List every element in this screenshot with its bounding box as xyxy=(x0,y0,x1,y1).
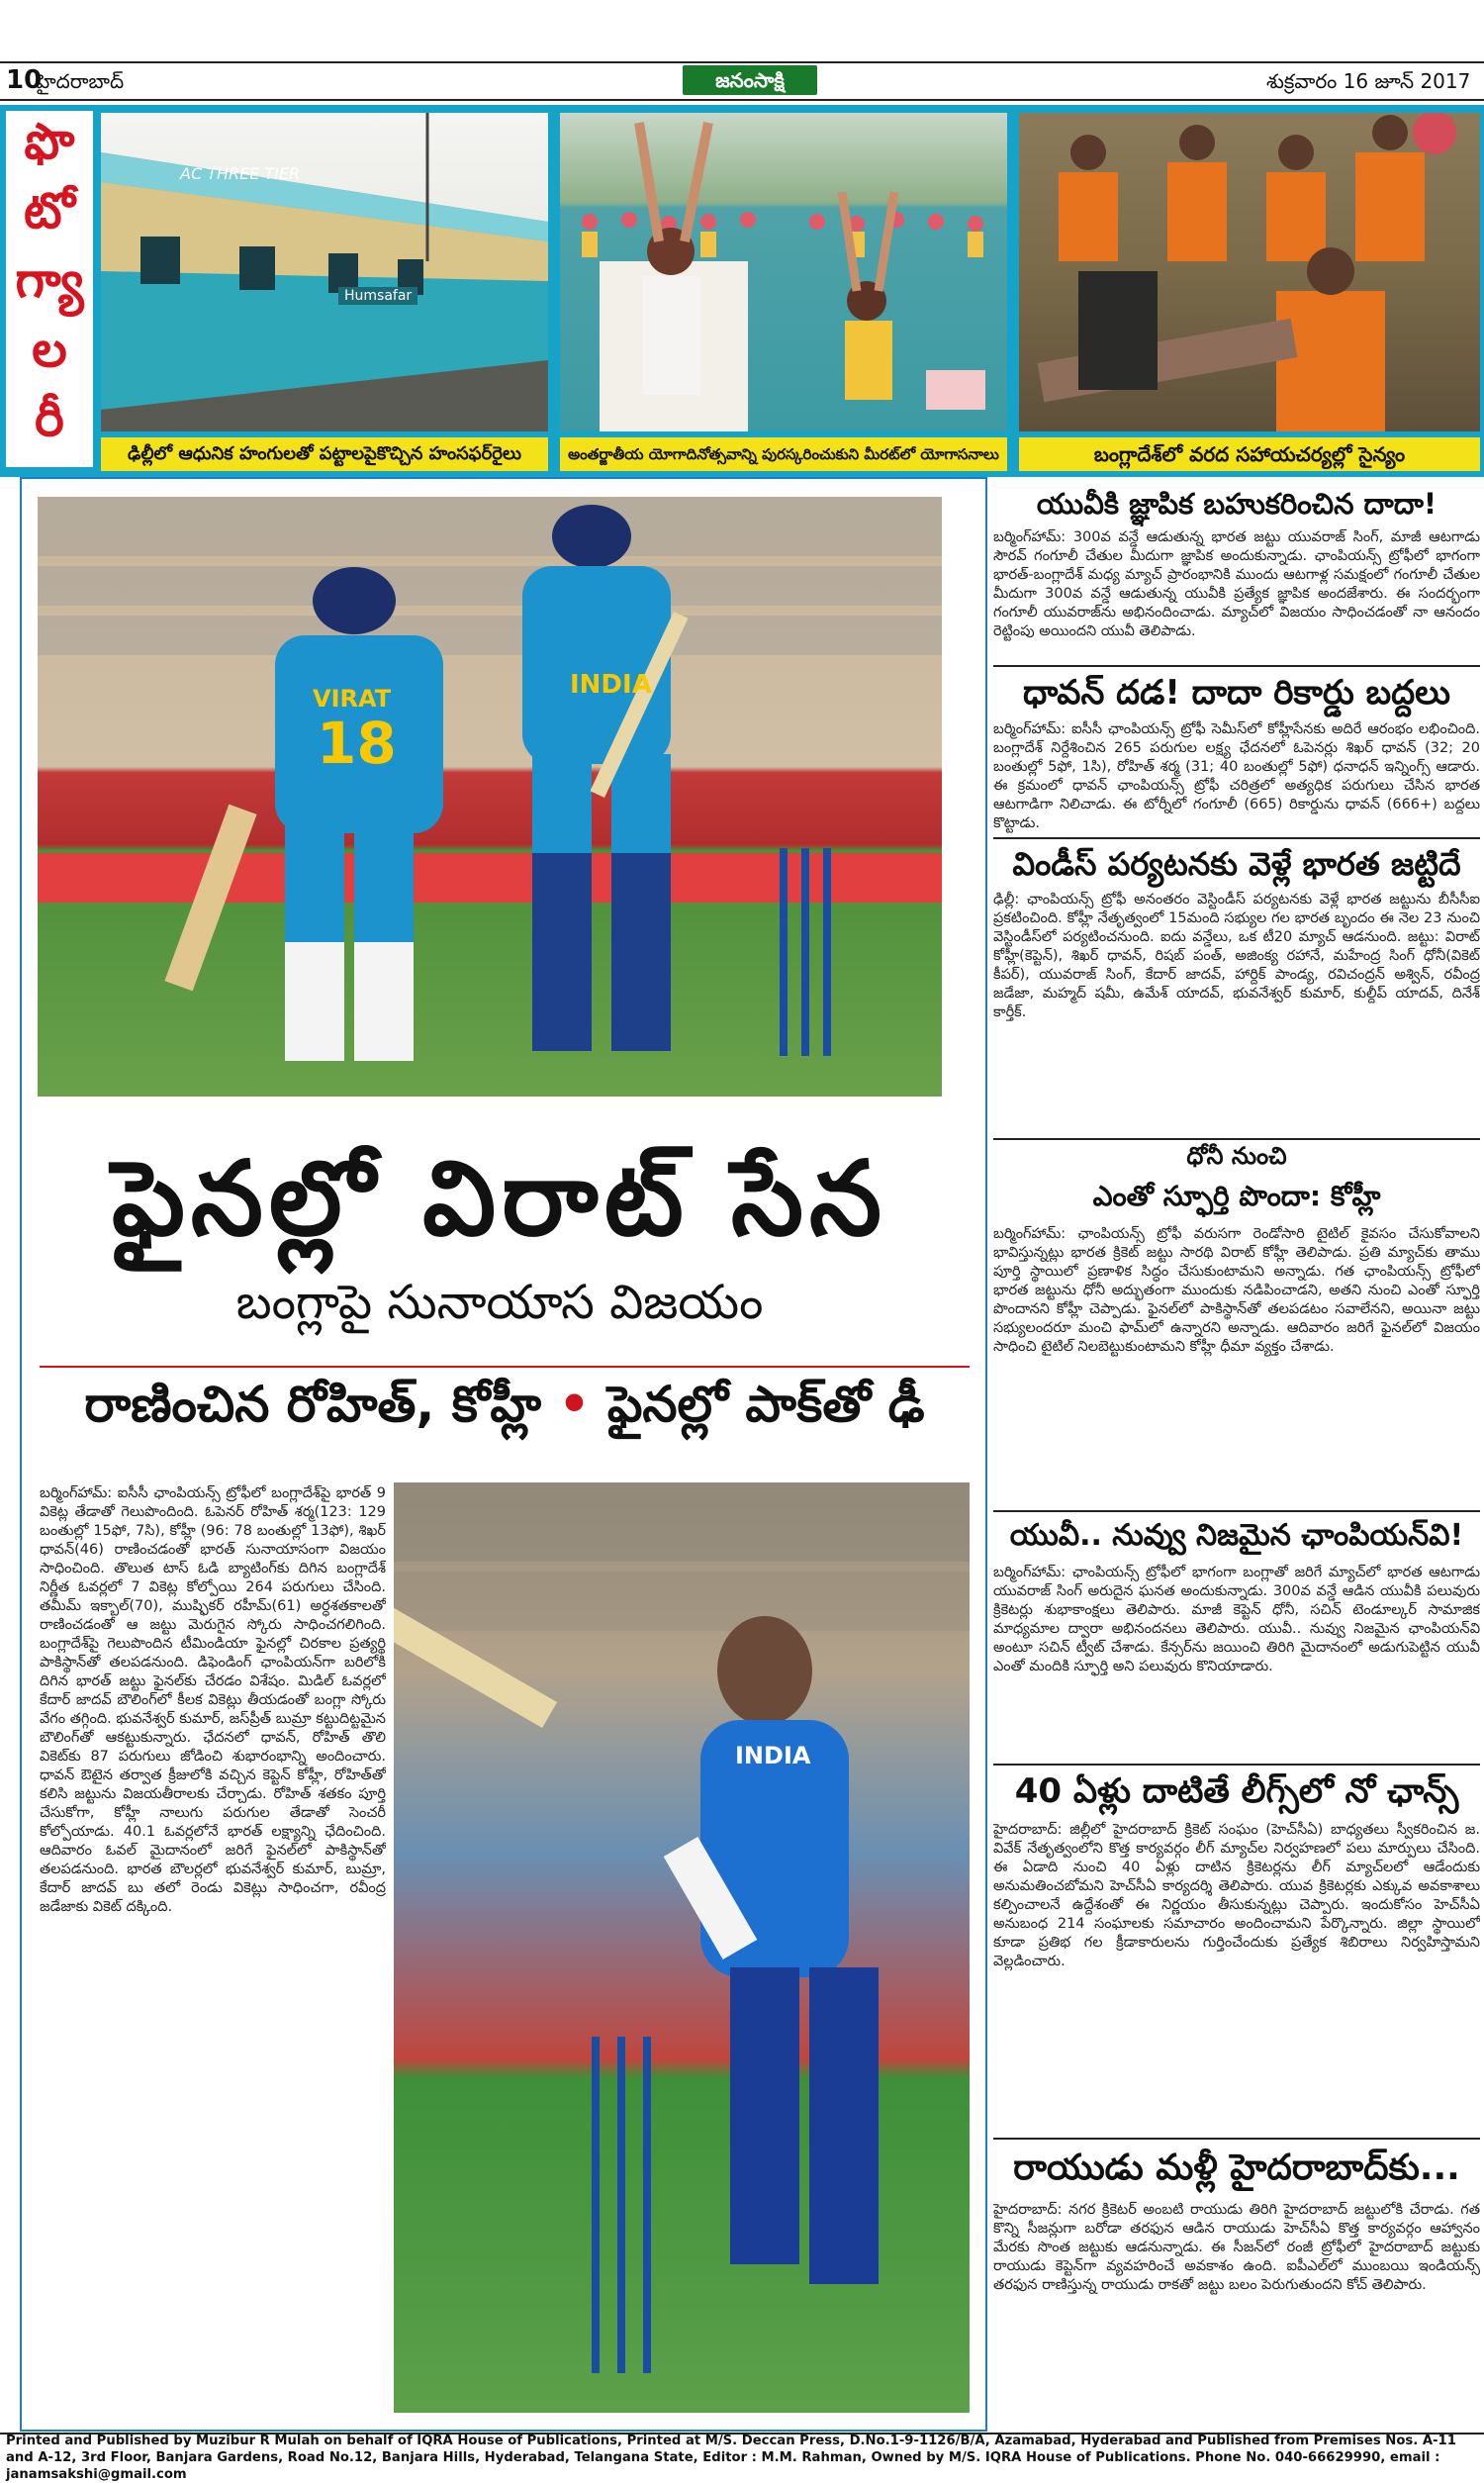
deck-right: ఫైనల్లో పాక్‌తో ఢీ xyxy=(606,1376,925,1433)
right-body-1: బర్మింగ్‌హామ్: 300వ వన్డే ఆడుతున్న భారత జట్టు యువరాజ్ సింగ్, మాజీ ఆటగాడు సౌరవ్ గంగూలీ చేతుల మీదుగా జ్ఞాపిక అందుకున్నాడు. ఛాంపియన్స్ ట్రోఫీలో భాగంగా భారత్-బంగ్లాదేశ్ మధ్య మ్యాచ్ ప్రారంభానికి ముందు ఆటగాళ్ల సమక్షంలో గంగూలీ చేతుల మీదుగా 300వ వన్డే ఆడుతున్న యువీకి ప్రత్యేక జ్ఞాపిక అందజేశారు. ఈ సందర్భంగా గంగూలీ యువరాజ్‌ను అభినందించాడు. మ్యాచ్‌లో విజయం సాధించడంతో నా ఆనందం రెట్టింపు అయిందని యువీ తెలిపాడు. xyxy=(993,529,1480,639)
main-headline: ఫైనల్లో విరాట్ సేన xyxy=(111,1138,888,1259)
right-headline-5: యువీ.. నువ్వు నిజమైన ఛాంపియన్‌వి! xyxy=(1009,1518,1464,1553)
jersey-name: VIRAT xyxy=(313,685,392,713)
dhawan-photo xyxy=(394,1482,970,2413)
gallery-title-char: రీ xyxy=(35,390,64,447)
right-headline-1: యువీకి జ్ఞాపిక బహుకరించిన దాదా! xyxy=(1036,487,1438,521)
deck-divider xyxy=(40,1366,970,1368)
main-subheadline: బంగ్లాపై సునాయాస విజయం xyxy=(235,1275,764,1330)
right-kicker-4: ధోనీ నుంచి xyxy=(1186,1142,1287,1170)
jersey-number: 18 xyxy=(317,710,397,777)
train-brand: Humsafar xyxy=(338,287,417,305)
right-headline-7: రాయుడు మళ్లీ హైదరాబాద్‌కు... xyxy=(1013,2148,1460,2188)
deck-left: రాణించిన రోహిత్, కోహ్లీ xyxy=(84,1376,542,1433)
gallery-title-char: గ్యా xyxy=(15,251,84,309)
kohli-rohit-photo xyxy=(38,497,942,1097)
imprint-text: Printed and Published by Muzibur R Mulah on behalf of IQRA House of Publications, Printed at M/S. Deccan Press, D.No.1-9-1126/B/A, Azamabad, Hyderabad and Published from Premises Nos. A-11 and A-12, 3rd Floor, Banjara Gardens, Road No.12, Banjara Hills, Hyderabad, Telangana State, Editor : M.M. Rahman, Owned by M/S. IQRA House of Publications. Phone No. 040-66629990, email : janamsakshi@gmail.com xyxy=(6,2434,1456,2482)
right-divider-6 xyxy=(993,2138,1480,2140)
right-headline-4: ఎంతో స్ఫూర్తి పొందా: కోహ్లీ xyxy=(1092,1180,1381,1212)
yoga-illustration xyxy=(560,113,1007,431)
train-coach-text: AC THREE TIER xyxy=(180,164,301,183)
right-body-2: బర్మింగ్‌హామ్: ఐసీసీ ఛాంపియన్స్ ట్రోఫీ సెమీస్‌లో కోహ్లీసేనకు అదిరే ఆరంభం లభించింది. బంగ్లాదేశ్ నిర్దేశించిన 265 పరుగుల లక్ష్య ఛేదనలో ఓపెనర్లు శిఖర్ ధావన్ (32; 20 బంతుల్లో 5ఫో, 1సి), రోహిత్ శర్మ (31; 40 బంతుల్లో 5ఫో) ధనాధన్ ఇన్నింగ్స్ ఆడారు. ఈ క్రమంలో ధావన్ ఛాంపియన్స్ ట్రోఫీ చరిత్రలో అత్యధిక పరుగులు చేసిన భారత ఆటగాడిగా నిలిచాడు. ఈ టోర్నీలో గంగూలీ (665) రికార్డును ధావన్ (666+) బద్దలు కొట్టాడు. xyxy=(993,721,1480,831)
right-body-5: బర్మింగ్‌హామ్: ఛాంపియన్స్ ట్రోఫీలో భాగంగా బంగ్లాతో జరిగే మ్యాచ్‌లో భారత ఆటగాడు యువరాజ్ సింగ్ అరుదైన ఘనత అందుకున్నాడు. 300వ వన్డే ఆడిన యువీకి పలువురు క్రికెటర్లు శుభాకాంక్షలు తెలిపారు. మాజీ కెప్టెన్ ధోనీ, సచిన్ టెండూల్కర్ సామాజిక మాధ్యమాల ద్వారా అభినందనలు తెలిపారు. యువీ.. నువ్వు నిజమైన ఛాంపియన్‌వి అంటూ సచిన్ ట్వీట్ చేశాడు. కేన్సర్‌ను జయించి తిరిగి మైదానంలో అడుగుపెట్టిన యువీ ఎంతో మందికి స్ఫూర్తి అని పలువురు కొనియాడారు. xyxy=(993,1565,1480,1674)
batsmen-illustration xyxy=(38,497,942,1097)
right-body-6: హైదరాబాద్: జిల్లీలో హైదరాబాద్ క్రికెట్ సంఘం (హెచ్‌సీఏ) బాధ్యతలు స్వీకరించిన జ. వివేక్ నేతృత్వంలోని కొత్త కార్యవర్గం లీగ్ మ్యాచ్‌ల నిర్వహణలో పలు మార్పులు చేసింది. ఈ ఏడాది నుంచి 40 ఏళ్లు దాటిన క్రికెటర్లను లీగ్ మ్యాచ్‌లలో ఆడేందుకు అనుమతించబోమని హెచ్‌సీఏ కార్యదర్శి తెలిపారు. యువ క్రికెటర్లకు ఎక్కువ అవకాశాలు కల్పించాలనే ఉద్దేశంతో ఈ నిర్ణయం తీసుకున్నట్లు చెప్పారు. ఇందుకోసం హెచ్‌సీఏ అనుబంధ 214 సంఘాలకు సమాచారం అందించామని పేర్కొన్నారు. జిల్లా స్థాయిలో కూడా ప్రతిభ గల క్రీడాకారులను గుర్తించేందుకు ప్రత్యేక శిబిరాలు నిర్వహిస్తామని వెల్లడించారు. xyxy=(993,1822,1480,1969)
gallery-title-char: టో xyxy=(24,182,75,239)
main-deck xyxy=(40,1376,970,1446)
right-divider-3 xyxy=(993,1138,1480,1140)
gallery-caption-rescue: బంగ్లాదేశ్‌లో వరద సహాయచర్యల్లో సైన్యం xyxy=(1019,437,1480,471)
dhawan-illustration xyxy=(394,1482,970,2413)
right-headline-2: ధావన్ దడ! దాదా రికార్డు బద్దలు xyxy=(1022,673,1451,713)
gallery-caption-yoga: అంతర్జాతీయ యోగాదినోత్సవాన్ని పురస్కరించుకుని మీరట్‌లో యోగాసనాలు xyxy=(560,437,1007,471)
jersey-team: INDIA xyxy=(570,670,652,700)
right-body-4: బర్మింగ్‌హామ్: ఛాంపియన్స్ ట్రోఫీ వరుసగా రెండోసారి టైటిల్ కైవసం చేసుకోవాలని భావిస్తున్నట్లు భారత క్రికెట్ జట్టు సారథి విరాట్ కోహ్లీ తెలిపాడు. ప్రతి మ్యాచ్‌కు తాము పూర్తి స్థాయిలో ప్రణాళిక సిద్ధం చేసుకుంటామని అన్నాడు. గత ఛాంపియన్స్ ట్రోఫీలో భారత జట్టును ధోనీ అద్భుతంగా ముందుకు నడిపించాడని, అతని నుంచి ఎంతో స్ఫూర్తి పొందానని కోహ్లీ చెప్పాడు. ఫైనల్‌లో పాకిస్థాన్‌తో తలపడటం సవాలేనని, అయినా జట్టు సభ్యులందరూ మంచి ఫామ్‌లో ఉన్నారని అన్నాడు. ఆదివారం జరిగే ఫైనల్‌లో విజయం సాధించి టైటిల్ నిలబెట్టుకుంటామని కోహ్లీ ధీమా వ్యక్తం చేశాడు. xyxy=(993,1226,1480,1355)
edition-city: హైదరాబాద్ xyxy=(36,69,125,93)
newspaper-logo: జనంసాక్షి xyxy=(683,65,817,95)
right-divider-4 xyxy=(993,1510,1480,1512)
right-divider-2 xyxy=(993,837,1480,839)
yoga-photo xyxy=(560,113,1007,431)
gallery-title xyxy=(6,111,93,467)
page-number: 10 xyxy=(6,65,43,95)
rescue-photo xyxy=(1019,113,1480,431)
gallery-title-char: ల xyxy=(32,321,67,378)
right-body-7: హైదరాబాద్: నగర క్రికెటర్ అంబటి రాయుడు తిరిగి హైదరాబాద్ జట్టులోకి చేరాడు. గత కొన్ని సీజన్లుగా బరోడా తరఫున ఆడిన రాయుడు హెచ్‌సీఏ కొత్త కార్యవర్గం ఆహ్వానం మేరకు సొంత జట్టుకు ఆడనున్నాడు. ఈ సీజన్‌లో రంజీ ట్రోఫీలో హైదరాబాద్ జట్టుకు రాయుడు కెప్టెన్‌గా వ్యవహరించే అవకాశం ఉంది. ఐపీఎల్‌లో ముంబయి ఇండియన్స్ తరఫున రాణిస్తున్న రాయుడు రాకతో జట్టు బలం పెరుగుతుందని కోచ్ తెలిపారు. xyxy=(993,2202,1480,2293)
right-body-3: ఢిల్లీ: ఛాంపియన్స్ ట్రోఫీ అనంతరం వెస్టిండీస్ పర్యటనకు వెళ్లే భారత జట్టును బీసీసీఐ ప్రకటించింది. కోహ్లీ నేతృత్వంలో 15మంది సభ్యుల గల భారత బృందం ఈ నెల 23 నుంచి వెస్టిండీస్‌లో పర్యటించనుంది. ఐదు వన్డేలు, ఒక టీ20 మ్యాచ్ ఆడనుంది. జట్టు: విరాట్ కోహ్లీ(కెప్టెన్), శిఖర్ ధావన్, రిషబ్ పంత్, అజింక్య రహానే, మహేంద్ర సింగ్ ధోనీ(వికెట్ కీపర్), యువరాజ్ సింగ్, కేదార్ జాదవ్, హార్దిక్ పాండ్య, రవిచంద్రన్ అశ్విన్, రవీంద్ర జడేజా, మహ్మద్ షమీ, ఉమేశ్ యాదవ్, భువనేశ్వర్ కుమార్, కుల్దీప్ యాదవ్, దినేశ్ కార్తీక్. xyxy=(993,892,1480,1020)
issue-date: శుక్రవారం 16 జూన్ 2017 xyxy=(1266,69,1471,93)
right-divider-1 xyxy=(993,665,1480,667)
right-headline-3: విండీస్ పర్యటనకు వెళ్లే భారత జట్టిదే xyxy=(1012,845,1461,883)
train-photo xyxy=(101,113,548,431)
right-divider-5 xyxy=(993,1764,1480,1766)
main-story-body: బర్మింగ్‌హామ్: ఐసీసీ ఛాంపియన్స్ ట్రోఫీలో బంగ్లాదేశ్‌పై భారత్ 9 వికెట్ల తేడాతో గెలుపొందింది. ఓపెనర్ రోహిత్ శర్మ(123: 129 బంతుల్లో 15ఫో, 7సి), కోహ్లీ (96: 78 బంతుల్లో 13ఫో), శిఖర్ ధావన్(46) రాణించడంతో భారత్ సునాయాసంగా విజయం సాధించింది. తొలుత టాస్ ఓడి బ్యాటింగ్‌కు దిగిన బంగ్లాదేశ్ నిర్ణీత ఓవర్లలో 7 వికెట్ల కోల్పోయి 264 పరుగులు చేసింది. తమీమ్ ఇక్బాల్(70), ముష్ఫికర్ రహీమ్(61) అర్ధశతకాలతో రాణించడంతో ఆ జట్టు మెరుగైన స్కోరు సాధించగలిగింది. బంగ్లాదేశ్‌పై గెలుపొందిన టీమిండియా ఫైనల్లో చిరకాల ప్రత్యర్థి పాకిస్థాన్‌తో తలపడనుంది. డిఫెండింగ్ ఛాంపియన్‌గా బరిలోకి దిగిన భారత్ జట్టు ఫైనల్‌కు చేరడం విశేషం. మిడిల్ ఓవర్లలో కేదార్ జాదవ్ బౌలింగ్‌లో కీలక వికెట్లు తీయడంతో బంగ్లా స్కోరు వేగం తగ్గింది. భువనేశ్వర్ కుమార్, జస్‌ప్రీత్ బుమ్రా కట్టుదిట్టమైన బౌలింగ్‌తో ఆకట్టుకున్నారు. ఛేదనలో ధావన్, రోహిత్ తొలి వికెట్‌కు 87 పరుగులు జోడించి శుభారంభాన్ని అందించారు. ధావన్ ఔటైన తర్వాత క్రీజులోకి వచ్చిన కెప్టెన్ కోహ్లీ, రోహిత్‌తో కలిసి జట్టును విజయతీరాలకు చేర్చాడు. రోహిత్ శతకం పూర్తి చేసుకోగా, కోహ్లీ నాలుగు పరుగుల తేడాతో సెంచరీ కోల్పోయాడు. 40.1 ఓవర్లలోనే భారత్ లక్ష్యాన్ని ఛేదించింది. ఆదివారం ఓవల్ మైదానంలో జరిగే ఫైనల్‌లో పాకిస్థాన్‌తో తలపడనుంది. భారత బౌలర్లలో భువనేశ్వర్ కుమార్, బుమ్రా, కేదార్ జాదవ్ బు తలో రెండు వికెట్లు సాధించగా, రవీంద్ర జడేజాకు వికెట్ దక్కింది. xyxy=(40,1485,386,1915)
rescue-illustration xyxy=(1019,113,1480,431)
gallery-caption-train: ఢిల్లీలో ఆధునిక హంగులతో పట్టాలపైకొచ్చిన హంసఫర్‌రైలు xyxy=(101,437,548,471)
deck-bullet: • xyxy=(558,1376,591,1433)
dhawan-jersey-team: INDIA xyxy=(735,1742,811,1769)
right-headline-6: 40 ఏళ్లు దాటితే లీగ్స్‌లో నో ఛాన్స్ xyxy=(1014,1771,1459,1811)
gallery-title-char: ఫొ xyxy=(24,113,75,170)
train-illustration xyxy=(101,113,548,431)
